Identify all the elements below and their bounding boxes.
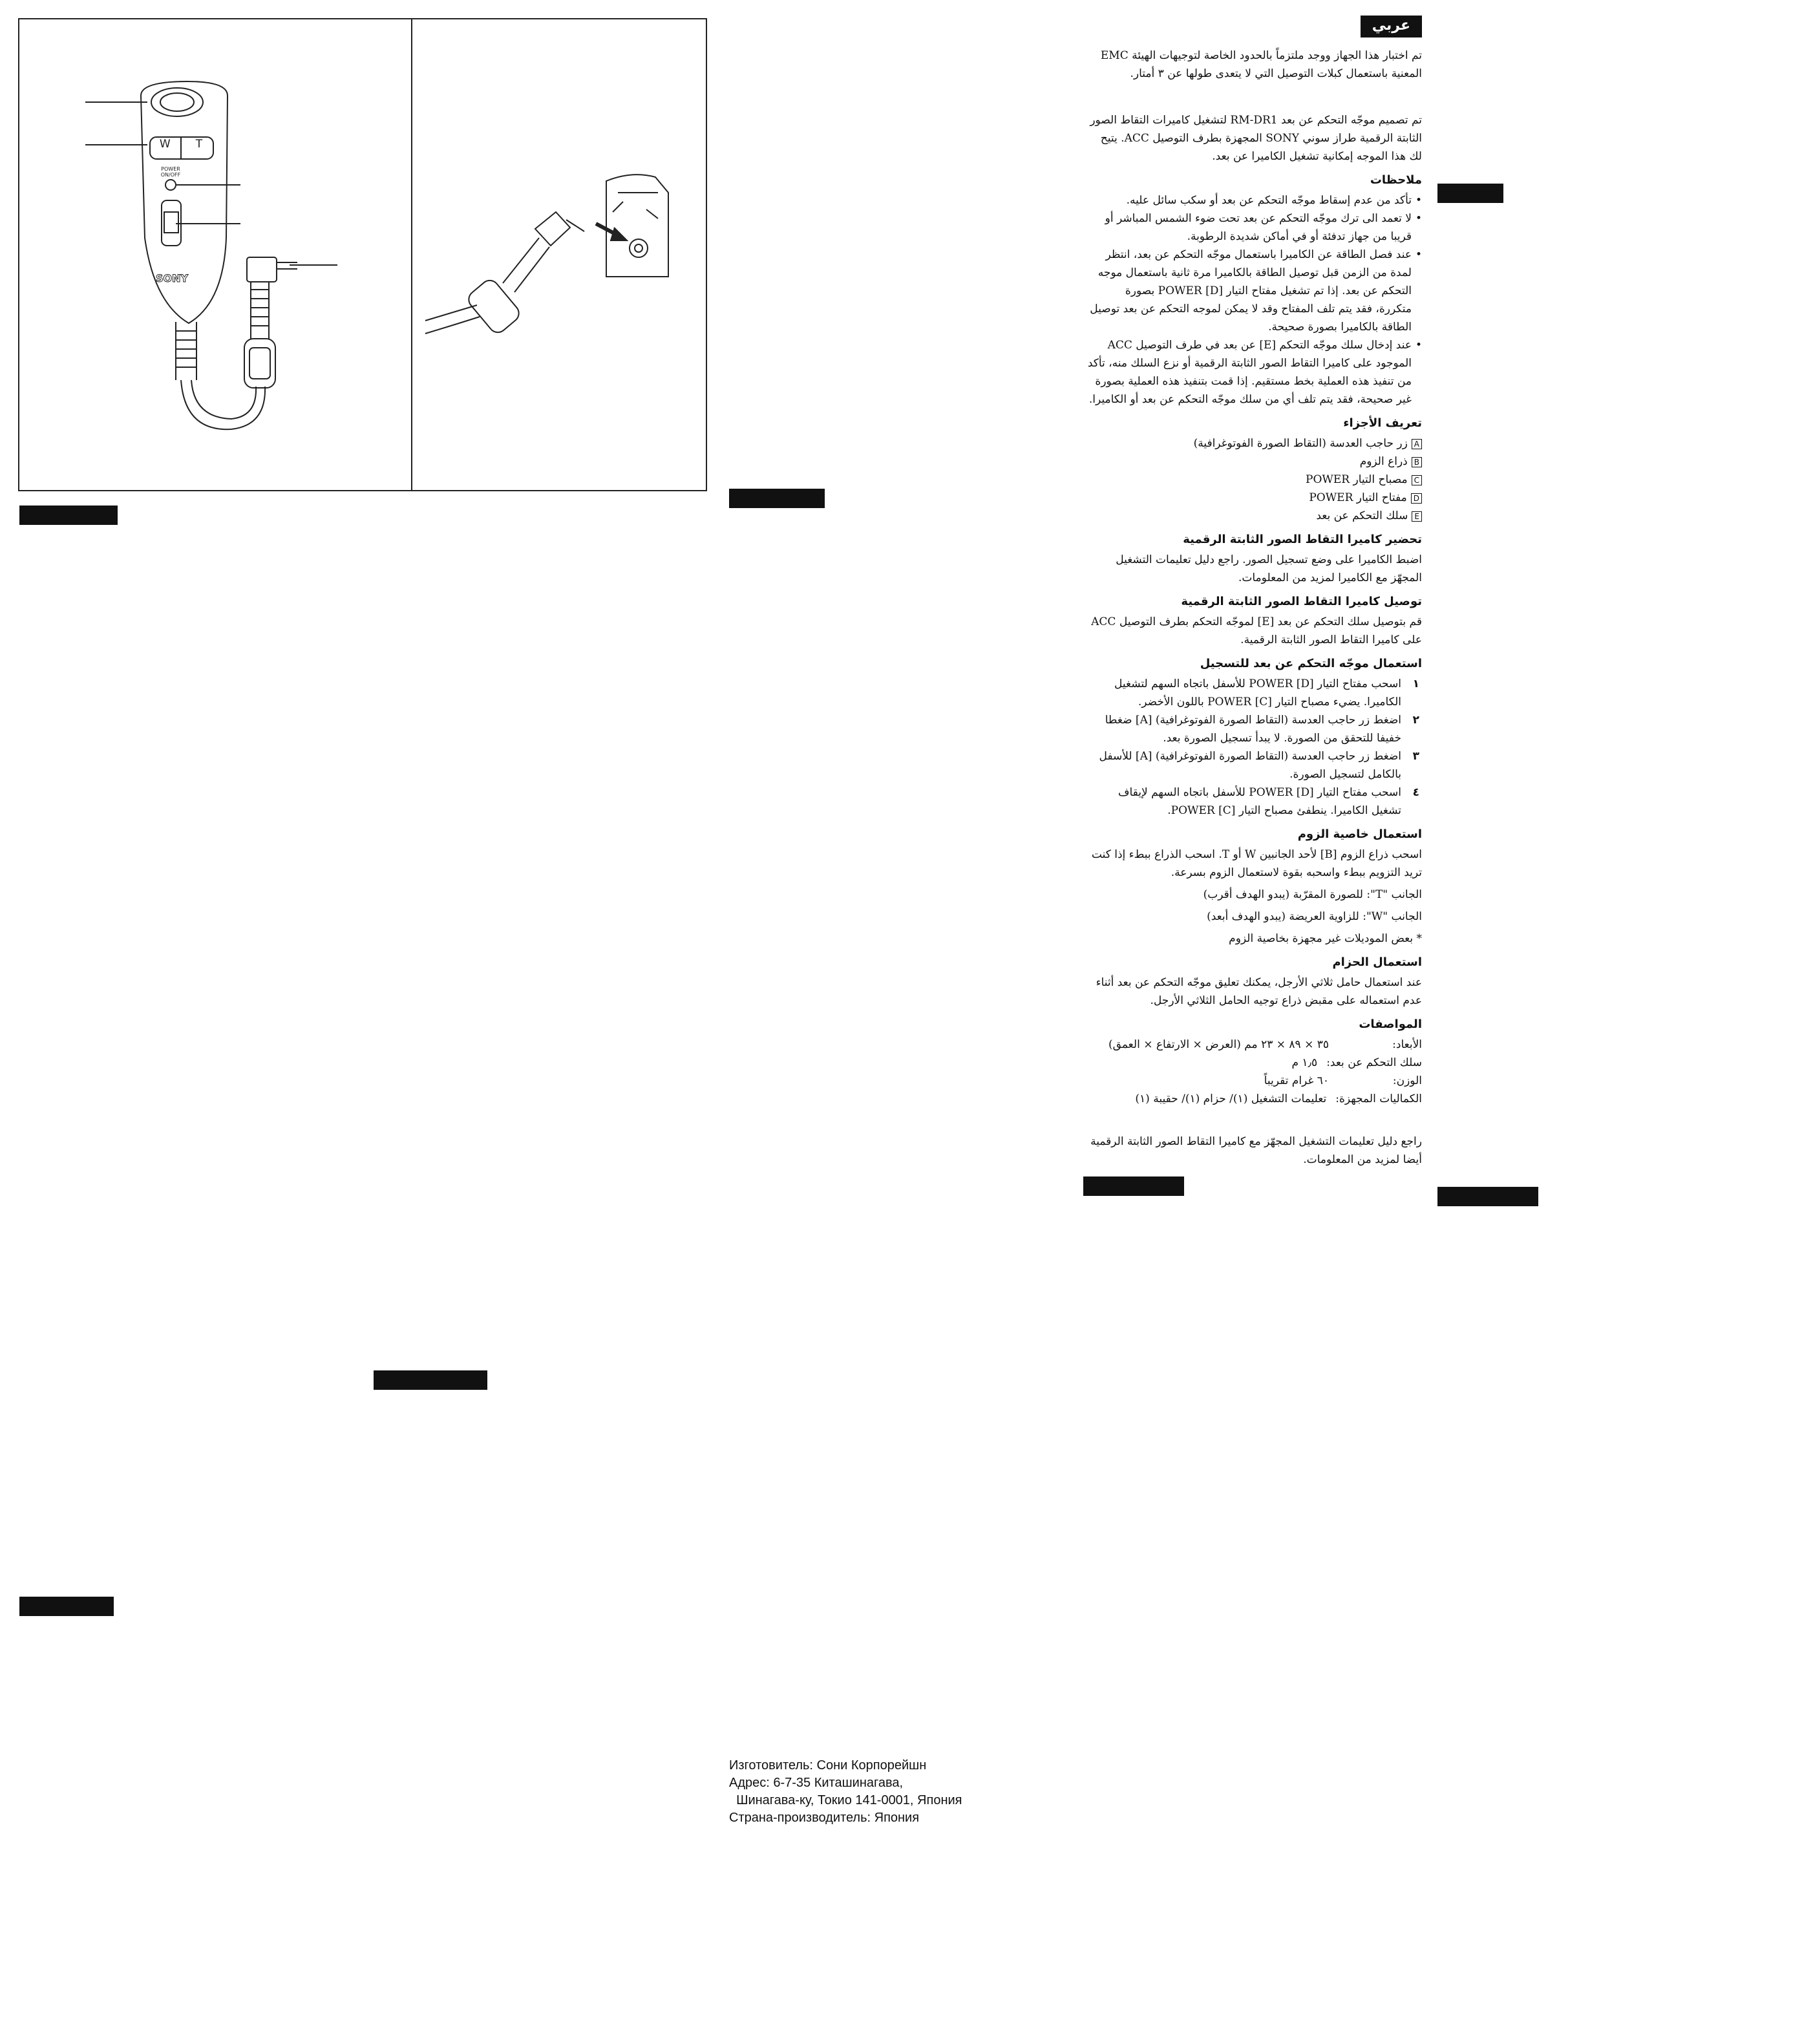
notes-list [1086,191,1422,409]
note-item: • لا تعمد الى ترك موجّه التحكم عن بعد تحت ضوء الشمس المباشر أو قريبا من جهاز تدفئة أو في أماكن شديدة الرطوبة. [1086,209,1422,246]
camera-connection-illustration [412,18,707,491]
parts-heading: تعريف الأجزاء [1343,416,1422,430]
zoom-t-label: T [195,138,203,151]
part-label: ذراع الزوم [1359,455,1408,468]
note-item: • عند إدخال سلك موجّه التحكم [E] عن بعد في طرف التوصيل ACC الموجود على كاميرا التقاط الصور الثابتة الرقمية أو نزع السلك منه، تأكد من تنفيذ هذه العملية بخط مستقيم. إذا قمت بتنفيذ هذه العملية بصورة غير صحيحة، فقد يتم تلف أي من سلك موجّه التحكم عن بعد أو الكاميرا. [1086,336,1422,409]
strap-heading: استعمال الحزام [1332,955,1422,969]
zoom-w-label: W [159,138,171,151]
spec-heading: المواصفات [1359,1017,1422,1031]
note-item: • تأكد من عدم إسقاط موجّه التحكم عن بعد أو سكب سائل عليه. [1086,191,1422,209]
step-text: اضغط زر حاجب العدسة (التقاط الصورة الفوتوغرافية) [A] للأسفل بالكامل لتسجيل الصورة. [1099,750,1401,781]
parts-list [1086,434,1422,525]
power-switch-label: POWER ON/OFF [160,166,181,178]
section-bar [1083,1176,1184,1196]
notes-heading: ملاحظات [1370,173,1422,187]
arabic-column [1086,16,1422,1173]
address-line-2: Шинагава-ку, Токио 141-0001, Япония [729,1793,962,1807]
part-label: مصباح التيار POWER [1306,473,1408,486]
part-label: مفتاح التيار POWER [1309,491,1407,504]
step-text: اسحب مفتاح التيار POWER [D] للأسفل باتجاه السهم لتشغيل الكاميرا. يضيء مصباح التيار POWER [C] باللون الأخضر. [1114,677,1401,708]
note-item: • عند فصل الطاقة عن الكاميرا باستعمال موجّه التحكم عن بعد، انتظر لمدة من الزمن قبل توصيل الطاقة بالكاميرا مرة ثانية باستعمال موجه التحكم عن بعد. إذا تم تشغيل مفتاح التيار POWER [D] بصورة متكررة، فقد يتم تلف المفتاح وقد لا يمكن لموجه التحكم عن بعد توصيل الطاقة بالكاميرا بصورة صحيحة. [1086,246,1422,336]
part-key: D [1411,493,1422,504]
manufacturer-info [729,1757,962,1827]
spec-table [1086,1036,1422,1108]
section-bar [374,1370,487,1390]
spec-label: الكماليات المجهزة: [1335,1092,1422,1105]
section-bar [19,506,118,525]
zoom-heading: استعمال خاصية الزوم [1297,827,1422,841]
part-item [1086,489,1422,507]
remote-body [141,81,228,323]
spec-row [1086,1036,1422,1054]
zoom-text: اسحب ذراع الزوم [B] لأحد الجانبين W أو T. اسحب الذراع ببطء إذا كنت تريد التزويم ببطء واسحبه بقوة لاستعمال الزوم بسرعة. [1091,848,1422,879]
power-lamp [165,180,176,190]
section-bar [1437,1187,1538,1206]
zoom-w-text: الجانب "W": للزاوية العريضة (يبدو الهدف أبعد) [1207,910,1422,923]
manufacturer-line: Изготовитель: Сони Корпорейшн [729,1758,927,1773]
intro-emc: تم اختبار هذا الجهاز ووجد ملتزماً بالحدود الخاصة لتوجيهات الهيئة EMC المعنية باستعمال كبلات التوصيل التي لا يتعدى طولها عن ٣ أمتار. [1100,49,1422,80]
plug-housing [251,282,269,339]
prep-text: اضبط الكاميرا على وضع تسجيل الصور. راجع دليل تعليمات التشغيل المجهّز مع الكاميرا لمزيد من المعلومات. [1116,553,1422,584]
remote-commander-illustration [18,18,411,491]
strap-text: عند استعمال حامل ثلاثي الأرجل، يمكنك تعليق موجّه التحكم عن بعد أثناء عدم استعماله على مقبض ذراع توجيه الحامل الثلاثي الأرجل. [1096,976,1422,1007]
use-heading: استعمال موجّه التحكم عن بعد للتسجيل [1200,657,1422,670]
step-text: اضغط زر حاجب العدسة (التقاط الصورة الفوتوغرافية) [A] ضغطا خفيفا للتحقق من الصورة. لا يبدأ تسجيل الصورة بعد. [1105,714,1401,745]
steps-list [1086,675,1422,820]
spec-row [1086,1054,1422,1072]
shutter-button [151,88,203,116]
step-item [1086,783,1422,820]
part-item [1086,507,1422,525]
part-item [1086,471,1422,489]
cable-to-camera [425,305,480,334]
camera-side [606,175,668,277]
acc-terminal [630,239,648,257]
step-number: ٤ [1412,786,1419,799]
step-item [1086,711,1422,747]
spec-row [1086,1090,1422,1108]
country-line: Страна-производитель: Япония [729,1811,920,1825]
address-line: Адрес: 6-7-35 Киташинагава, [729,1776,904,1790]
section-bar [1437,184,1503,203]
part-label: زر حاجب العدسة (التقاط الصورة الفوتوغرافية) [1193,437,1408,450]
part-item [1086,434,1422,452]
sony-logo: SONY [155,272,189,284]
final-text: راجع دليل تعليمات التشغيل المجهّز مع كاميرا التقاط الصور الثابتة الرقمية أيضا لمزيد من المعلومات. [1090,1135,1422,1166]
connect-text: قم بتوصيل سلك التحكم عن بعد [E] لموجّه التحكم بطرف التوصيل ACC على كاميرا التقاط الصور الثابتة الرقمية. [1091,615,1422,646]
part-label: سلك التحكم عن بعد [1316,509,1408,522]
zoom-note: * بعض الموديلات غير مجهزة بخاصية الزوم [1229,932,1422,945]
step-number: ٢ [1412,714,1419,727]
part-key: E [1412,511,1422,522]
step-text: اسحب مفتاح التيار POWER [D] للأسفل باتجاه السهم لإيقاف تشغيل الكاميرا. ينطفئ مصباح التيار POWER [C]. [1118,786,1401,817]
section-bar [729,489,825,508]
connect-heading: توصيل كاميرا التقاط الصور الثابتة الرقمية [1181,595,1422,608]
step-number: ١ [1412,677,1419,690]
spec-value: ٦٠ غرام تقريباً [1264,1074,1329,1087]
section-bar [19,1597,114,1616]
step-item [1086,675,1422,711]
prep-heading: تحضير كاميرا التقاط الصور الثابتة الرقمية [1183,533,1422,546]
spec-label: الوزن: [1392,1074,1422,1087]
language-badge: عربي [1361,16,1422,37]
spec-value: ٣٥ × ٨٩ × ٢٣ مم (العرض × الارتفاع × العمق) [1108,1038,1329,1051]
spec-label: الأبعاد: [1392,1038,1422,1051]
spec-row [1086,1072,1422,1090]
spec-label: سلك التحكم عن بعد: [1326,1056,1422,1069]
part-key: A [1412,439,1422,449]
spec-value: تعليمات التشغيل (١)/ حزام (١)/ حقيبة (١) [1135,1092,1327,1105]
zoom-t-text: الجانب "T": للصورة المقرّبة (يبدو الهدف أقرب) [1203,888,1422,901]
spec-value: ١٫٥ م [1291,1056,1318,1069]
part-key: B [1412,457,1422,467]
step-item [1086,747,1422,783]
part-item [1086,452,1422,471]
intro-description: تم تصميم موجّه التحكم عن بعد RM-DR1 لتشغيل كاميرات التقاط الصور الثابتة الرقمية طراز سوني SONY المجهزة بطرف التوصيل ACC. يتيح لك هذا الموجه إمكانية تشغيل الكاميرا عن بعد. [1090,114,1422,163]
connector-plug [535,212,570,246]
step-number: ٣ [1412,750,1419,763]
part-key: C [1412,475,1422,485]
